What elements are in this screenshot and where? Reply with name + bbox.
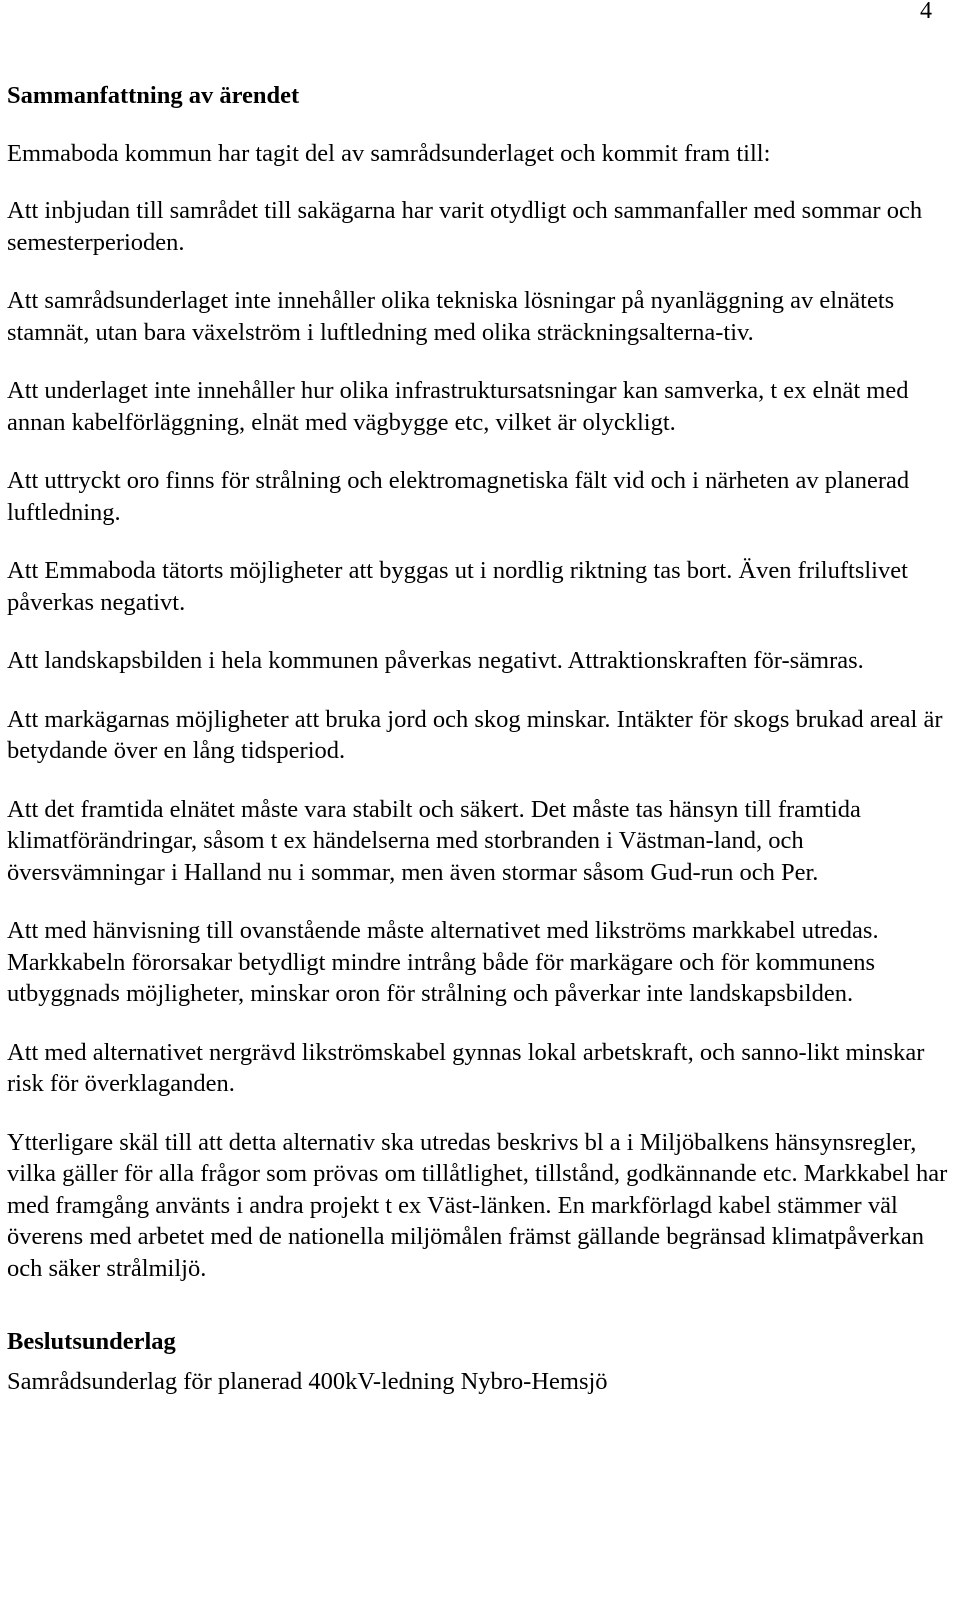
paragraph-stable-grid: Att det framtida elnätet måste vara stabilt och säkert. Det måste tas hänsyn till framtida klimatförändringar, såsom t ex händelserna med storbranden i Västman-land, och översvämningar i Halland nu i sommar, men även stormar såsom Gud-run och Per. (7, 795, 861, 886)
paragraph-radiation: Att uttryckt oro finns för strålning och elektromagnetiska fält vid och i närheten av planerad luftledning. (7, 467, 910, 526)
summary-heading: Sammanfattning av ärendet (7, 82, 300, 109)
decision-heading: Beslutsunderlag (7, 1328, 176, 1355)
paragraph-invitation: Att inbjudan till samrådet till sakägarna har varit otydligt och sammanfaller med sommar och semesterperioden. (7, 197, 923, 256)
paragraph-environmental-code: Ytterligare skäl till att detta alternativ ska utredas beskrivs bl a i Miljöbalkens hänsynsregler, vilka gäller för alla frågor som prövas om tillåtlighet, tillstånd, godkännande etc. Markkabel har med framgång använts i andra projekt t ex Väst-länken. En markförlagd kabel stämmer väl överens med arbetet med de nationella miljömålen främst gällande begränsad klimatpåverkan och säker strålmiljö. (7, 1128, 948, 1282)
paragraph-expansion: Att Emmaboda tätorts möjligheter att byggas ut i nordlig riktning tas bort. Även friluftslivet påverkas negativt. (7, 557, 908, 616)
document-body (7, 80, 952, 1397)
paragraph-infrastructure: Att underlaget inte innehåller hur olika infrastruktursatsningar kan samverka, t ex elnät med annan kabelförläggning, elnät med vägbygge etc, vilket är olyckligt. (7, 377, 909, 436)
page-number: 4 (920, 0, 932, 24)
paragraph-landscape: Att landskapsbilden i hela kommunen påverkas negativt. Attraktionskraften för-sämras. (7, 647, 864, 674)
paragraph-local-labour: Att med alternativet nergrävd likströmskabel gynnas lokal arbetskraft, och sanno-likt minskar risk för överklaganden. (7, 1038, 925, 1097)
paragraph-intro: Emmaboda kommun har tagit del av samrådsunderlaget och kommit fram till: (7, 139, 771, 167)
paragraph-dc-cable: Att med hänvisning till ovanstående måste alternativet med likströms markkabel utredas. Markkabeln förorsakar betydligt mindre intrång både för markägare och för kommunens utbyggnads möjligheter, minskar oron för strålning och påverkar inte landskapsbilden. (7, 917, 879, 1007)
decision-text: Samrådsunderlag för planerad 400kV-ledning Nybro-Hemsjö (7, 1367, 608, 1395)
paragraph-technical-solutions: Att samrådsunderlaget inte innehåller olika tekniska lösningar på nyanläggning av elnätets stamnät, utan bara växelström i luftledning med olika sträckningsalterna-tiv. (7, 287, 895, 346)
paragraph-landowners: Att markägarnas möjligheter att bruka jord och skog minskar. Intäkter för skogs brukad areal är betydande över en lång tidsperiod. (7, 705, 943, 764)
